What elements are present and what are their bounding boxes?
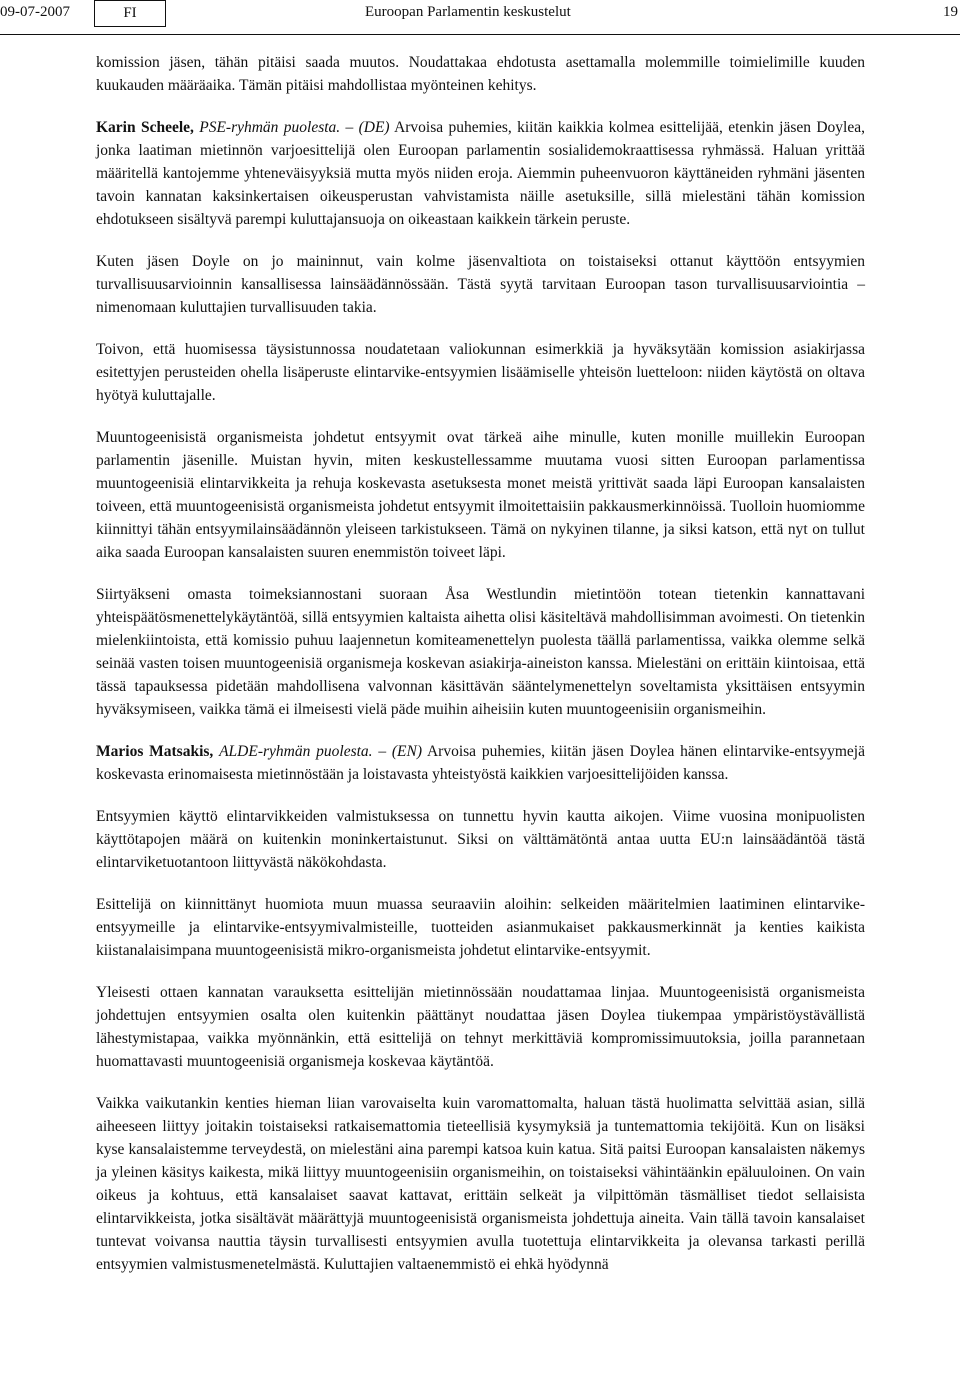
paragraph-text: Vaikka vaikutankin kenties hieman liian varovaiselta kuin varomattomalta, haluan tästä huolimatta selvittää asian, sillä aiheeseen liittyy joitakin toistaiseksi ratkaisemattomia tieteellisiä kysymyksiä ja tuntemattomia tekijöitä. Kun on lisäksi kyse kansalaistemme terveydestä, on mielestäni aina parempi katsoa kuin katua. Sitä paitsi Euroopan kansalaisten näkemys ja yleinen käsitys kaikesta, mikä liittyy muuntogeenisiin organismeihin, on toistaiseksi vähintäänkin epäluuloinen. On vain oikeus ja kohtuus, että kansalaiset saavat kattavat, erittäin selkeät ja vilpittömän täsmälliset tiedot sellaisista elintarvikkeista, jotka sisältävät määrättyjä muuntogeenisistä organismeista johdettuja aineita. Vain tällä tavoin kansalaiset tuntevat voivansa nauttia täysin turvallisesti entsyymien avulla tuotettuja elintarvikkeita ja olevansa tarkasti perillä entsyymien valmistusmenetelmästä. Kuluttajien valtaenemmistö ei ehkä hyödynnä (96, 1095, 865, 1273)
header-date: 09-07-2007 (0, 4, 70, 20)
speaker-name: Marios Matsakis, (96, 743, 214, 760)
paragraph-9 (96, 893, 865, 962)
paragraph-2 (96, 116, 865, 231)
paragraph-text: Entsyymien käyttö elintarvikkeiden valmistuksessa on tunnettu hyvin kautta aikojen. Viime vuosina monipuolisten käyttötapojen määrä on kuitenkin moninkertaistunut. Siksi on välttämätöntä antaa uutta EU:n lainsäädäntöä tästä elintarviketuotantoon liittyvästä näkökohdasta. (96, 808, 865, 871)
paragraph-10 (96, 981, 865, 1073)
paragraph-7 (96, 740, 865, 786)
speaker-name: Karin Scheele, (96, 119, 194, 136)
paragraph-5 (96, 426, 865, 564)
speech-language: – (EN) (378, 743, 423, 760)
paragraph-4 (96, 338, 865, 407)
paragraph-text: Kuten jäsen Doyle on jo maininnut, vain kolme jäsenvaltiota on toistaiseksi ottanut käyttöön entsyymien turvallisuusarvioinnin kansallisessa lainsäädännössään. Tästä syytä tarvitaan Euroopan tason turvallisuusarviointia – nimenomaan kuluttajien turvallisuuden takia. (96, 253, 865, 316)
header-divider (0, 34, 960, 35)
paragraph-text: Yleisesti ottaen kannatan varauksetta esittelijän mietinnössään noudattamaa linjaa. Muuntogeenisistä organismeista johdettujen entsyymien osalta olen kuitenkin päättänyt noudattaa jäsen Doylea tiukempaa ympäristöystävällistä lähestymistapaa, vaikka myönnänkin, että esittelijä on tehnyt merkittäviä kompromissimuutoksia, joilla parannetaan huomattavasti muuntogeenisiä organismeja koskevaa käytäntöä. (96, 984, 865, 1070)
paragraph-6 (96, 583, 865, 721)
document-body (96, 51, 865, 1295)
paragraph-11 (96, 1092, 865, 1276)
paragraph-text: Muuntogeenisistä organismeista johdetut entsyymit ovat tärkeä aihe minulle, kuten monille muillekin Euroopan parlamentin jäsenille. Muistan hyvin, miten keskustellessamme muutama vuosi sitten Euroopan parlamentissa muuntogeenisiä elintarvikkeita ja rehuja koskevasta asetuksesta monet meistä yrittivät saada läpi Euroopan kansalaisten toiveen, että muuntogeenisistä organismeista johdetut entsyymit ilmoitettaisiin pakkausmerkinnöissä. Tuolloin huomiomme kiinnittyi tähän entsyymilainsäädännön yleiseen tarkistukseen. Tämä on nykyinen tilanne, ja siksi katson, että nyt on tullut aika saada Euroopan kansalaisten suuren enemmistön toiveet läpi. (96, 429, 865, 561)
paragraph-1 (96, 51, 865, 97)
paragraph-text: Esittelijä on kiinnittänyt huomiota muun muassa seuraaviin aloihin: selkeiden määritelmien laatiminen elintarvike-entsyymeille ja elintarvike-entsyymivalmisteille, tuotteiden asianmukaiset pakkausmerkinnät ja kenties kaikista kiistanalaisimpana muuntogeenisistä mikro-organismeista johdetut elintarvike-entsyymit. (96, 896, 865, 959)
paragraph-text: Arvoisa puhemies, kiitän jäsen Doylea hänen elintarvike-entsyymejä koskevasta erinomaisesta mietinnöstään ja loistavasta yhteistyöstä kaikkien varjoesittelijöiden kanssa. (96, 743, 865, 783)
page-header (0, 0, 960, 30)
speech-language: – (DE) (345, 119, 390, 136)
speaker-group: ALDE-ryhmän puolesta. (219, 743, 373, 760)
header-language-box: FI (94, 0, 166, 27)
paragraph-text: komission jäsen, tähän pitäisi saada muutos. Noudattakaa ehdotusta asettamalla molemmille toimielimille kuuden kuukauden määräaika. Tämän pitäisi mahdollistaa myönteinen kehitys. (96, 54, 865, 94)
speaker-group: PSE-ryhmän puolesta. (199, 119, 341, 136)
header-title: Euroopan Parlamentin keskustelut (365, 4, 571, 20)
paragraph-text: Arvoisa puhemies, kiitän kaikkia kolmea esittelijää, etenkin jäsen Doylea, jonka laatiman mietinnön varjoesittelijä olen Euroopan parlamentin sosialidemokraattisessa ryhmässä. Haluan yrittää määritellä kantojemme yhteneväisyyksiä mutta myös niiden eroja. Aiemmin puheenvuoron käyttäneiden ryhmäni jäsenten tavoin kannatan kaksinkertaisen oikeusperustan vahvistamista näille asetuksille, sillä mielestäni tähän komission ehdotukseen sisältyvä parempi kuluttajansuoja on oikeastaan kaikkein tärkein peruste. (96, 119, 866, 228)
paragraph-8 (96, 805, 865, 874)
paragraph-text: Siirtyäkseni omasta toimeksiannostani suoraan Åsa Westlundin mietintöön totean tietenkin kannattavani yhteispäätösmenettelykäytäntöä, sillä entsyymien kaltaista aihetta olisi käsiteltävä mahdollisimman avoimesti. On tietenkin mielenkiintoista, että komissio puhuu laajennetun komiteamenettelyn puolesta täällä parlamentissa, vaikka olemme selkä seinää vasten toisen muuntogeenisiä organismeja koskevan asiakirja-aineiston kanssa. Mielestäni on erittäin kiintoisaa, että tässä tapauksessa pidetään mahdollisena valvonnan käsittävän sääntelymenettelyn soveltamista yksittäisen entsyymin hyväksymiseen, vaikka tämä ei ilmeisesti vielä päde muihin aiheisiin kuten muuntogeenisiin organismeihin. (96, 586, 865, 718)
paragraph-3 (96, 250, 865, 319)
header-page-number: 19 (943, 4, 958, 20)
paragraph-text: Toivon, että huomisessa täysistunnossa noudatetaan valiokunnan esimerkkiä ja hyväksytään komission asiakirjassa esitettyjen perusteiden ohella lisäperuste elintarvike-entsyymien lisäämiselle yhteisön luetteloon: niiden käytöstä on oltava hyötyä kuluttajalle. (96, 341, 865, 404)
